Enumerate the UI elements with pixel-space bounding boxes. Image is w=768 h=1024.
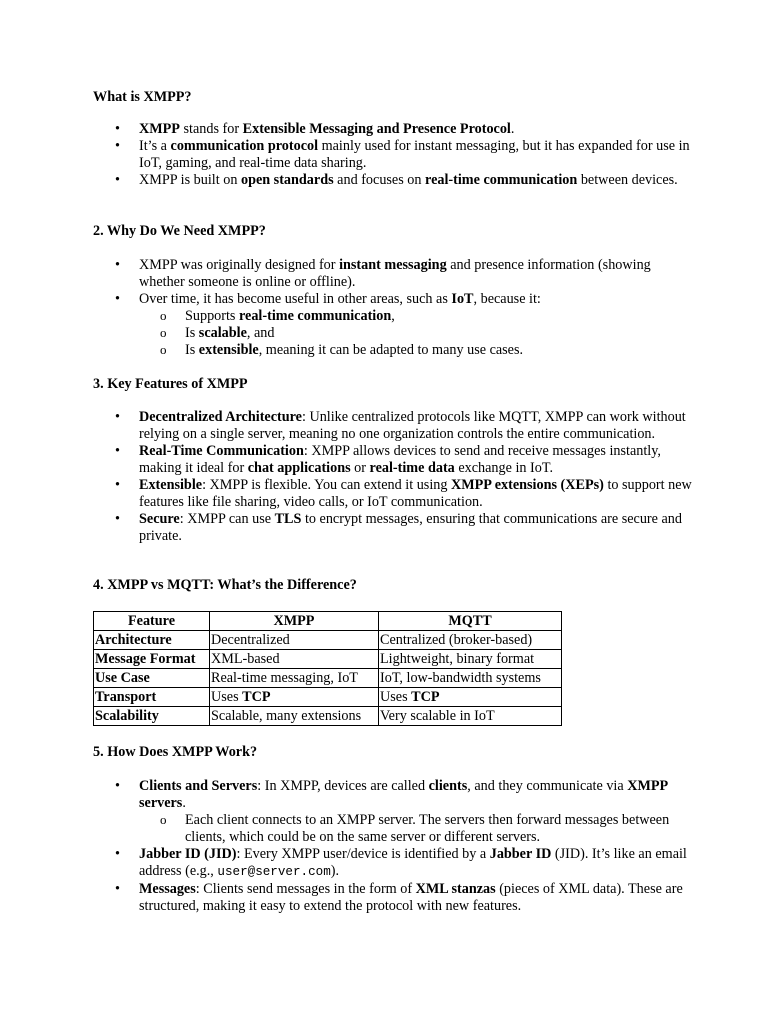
list-item: • It’s a communication protocol mainly used for instant messaging, but it has expanded for use in IoT, gaming, and real-time data sharing. <box>93 138 693 172</box>
list-item: • Jabber ID (JID): Every XMPP user/device is identified by a Jabber ID (JID). It’s like an email address (e.g., user@server.com). <box>93 846 693 881</box>
list-item: • Decentralized Architecture: Unlike centralized protocols like MQTT, XMPP can work without relying on a single server, meaning no one organization controls the entire communication. <box>93 409 693 443</box>
sub-list-item: o Supports real-time communication, <box>139 308 693 325</box>
list-item: • XMPP stands for Extensible Messaging and Presence Protocol. <box>93 121 693 138</box>
section-heading-xmpp-vs-mqtt: 4. XMPP vs MQTT: What’s the Difference? <box>93 577 357 593</box>
table-row <box>94 669 562 688</box>
sub-list-item: o Is extensible, meaning it can be adapted to many use cases. <box>139 342 693 359</box>
key-features-list <box>93 409 693 545</box>
table-cell: Centralized (broker-based) <box>379 631 562 650</box>
table-cell: Message Format <box>94 650 210 669</box>
section-heading-key-features: 3. Key Features of XMPP <box>93 376 248 392</box>
table-row <box>94 650 562 669</box>
sub-list-item: o Each client connects to an XMPP server. The servers then forward messages between clients, which could be on the same server or different servers. <box>139 812 693 846</box>
list-item: • XMPP is built on open standards and focuses on real-time communication between devices. <box>93 172 693 189</box>
comparison-table <box>93 611 562 726</box>
table-cell: Lightweight, binary format <box>379 650 562 669</box>
table-cell: Very scalable in IoT <box>379 707 562 726</box>
section-heading-how-xmpp-works: 5. How Does XMPP Work? <box>93 744 258 760</box>
table-cell: Architecture <box>94 631 210 650</box>
list-item: • Over time, it has become useful in other areas, such as IoT, because it: o Supports real-time communication, o Is scalable, and o Is extensible, meaning it can be adapted to many use cases. <box>93 291 693 359</box>
table-cell: Decentralized <box>210 631 379 650</box>
table-cell: Scalability <box>94 707 210 726</box>
table-cell: Use Case <box>94 669 210 688</box>
table-cell: Transport <box>94 688 210 707</box>
table-header-row <box>94 612 562 631</box>
table-cell: Scalable, many extensions <box>210 707 379 726</box>
table-cell: XML-based <box>210 650 379 669</box>
what-is-xmpp-list <box>93 121 693 189</box>
sub-list-item: o Is scalable, and <box>139 325 693 342</box>
table-row <box>94 688 562 707</box>
list-item: • XMPP was originally designed for instant messaging and presence information (showing whether someone is online or offline). <box>93 257 693 291</box>
section-heading-why-xmpp: 2. Why Do We Need XMPP? <box>93 223 266 239</box>
how-xmpp-works-sublist <box>139 812 693 846</box>
table-row <box>94 707 562 726</box>
section-heading-what-is-xmpp: What is XMPP? <box>93 89 192 105</box>
column-header: MQTT <box>379 612 562 631</box>
table-cell: Real-time messaging, IoT <box>210 669 379 688</box>
list-item: • Secure: XMPP can use TLS to encrypt messages, ensuring that communications are secure and private. <box>93 511 693 545</box>
list-item: • Real-Time Communication: XMPP allows devices to send and receive messages instantly, making it ideal for chat applications or real-time data exchange in IoT. <box>93 443 693 477</box>
table-cell: IoT, low-bandwidth systems <box>379 669 562 688</box>
column-header: XMPP <box>210 612 379 631</box>
list-item: • Messages: Clients send messages in the form of XML stanzas (pieces of XML data). These are structured, making it easy to extend the protocol with new features. <box>93 881 693 915</box>
list-item: • Extensible: XMPP is flexible. You can extend it using XMPP extensions (XEPs) to support new features like file sharing, video calls, or IoT communication. <box>93 477 693 511</box>
why-xmpp-list <box>93 257 693 359</box>
how-xmpp-works-list <box>93 778 693 915</box>
table-row <box>94 631 562 650</box>
table-cell: Uses TCP <box>210 688 379 707</box>
column-header: Feature <box>94 612 210 631</box>
table-cell: Uses TCP <box>379 688 562 707</box>
list-item: • Clients and Servers: In XMPP, devices are called clients, and they communicate via XMPP servers. o Each client connects to an XMPP server. The servers then forward messages between clients, which could be on the same server or different servers. <box>93 778 693 846</box>
why-xmpp-sublist <box>139 308 693 359</box>
